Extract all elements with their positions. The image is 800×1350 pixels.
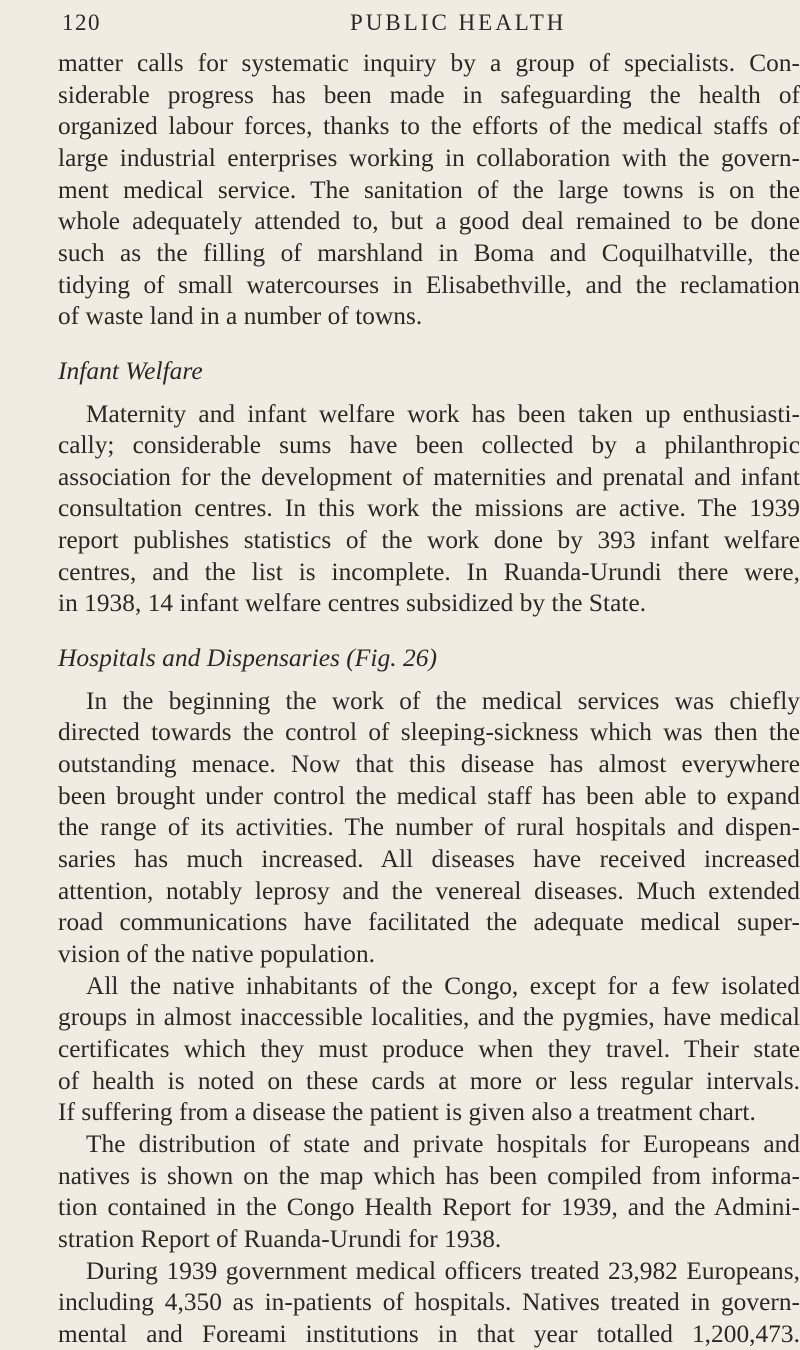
- text-line: tidying of small watercourses in Elisabethville, and the reclamation: [58, 270, 800, 302]
- paragraph-sanitation: [58, 48, 800, 333]
- section-heading-hospitals: Hospitals and Dispensaries (Fig. 26): [58, 642, 800, 674]
- text-line: in 1938, 14 infant welfare centres subsidized by the State.: [58, 588, 800, 620]
- page-content: [58, 48, 800, 1350]
- text-line: outstanding menace. Now that this disease has almost everywhere: [58, 749, 800, 781]
- text-line: centres, and the list is incomplete. In Ruanda-Urundi there were,: [58, 557, 800, 589]
- text-line: The distribution of state and private hospitals for Europeans and: [58, 1129, 800, 1161]
- paragraph-medical-certificates: [58, 971, 800, 1129]
- text-line: whole adequately attended to, but a good deal remained to be done: [58, 206, 800, 238]
- paragraph-treatment-statistics: [58, 1256, 800, 1350]
- text-line: been brought under control the medical staff has been able to expand: [58, 781, 800, 813]
- running-title: PUBLIC HEALTH: [350, 10, 566, 36]
- section-heading-infant-welfare: Infant Welfare: [58, 355, 800, 387]
- paragraph-hospital-distribution: [58, 1129, 800, 1256]
- text-line: stration Report of Ruanda-Urundi for 1938.: [58, 1224, 800, 1256]
- page-number: 120: [62, 10, 101, 36]
- text-line: association for the development of maternities and prenatal and infant: [58, 462, 800, 494]
- text-line: consultation centres. In this work the missions are active. The 1939: [58, 493, 800, 525]
- text-line: tion contained in the Congo Health Report for 1939, and the Admini-: [58, 1192, 800, 1224]
- text-line: Maternity and infant welfare work has been taken up enthusiasti-: [58, 399, 800, 431]
- text-line: directed towards the control of sleeping-sickness which was then the: [58, 717, 800, 749]
- paragraph-infant-welfare: [58, 399, 800, 621]
- text-line: If suffering from a disease the patient is given also a treatment chart.: [58, 1097, 800, 1129]
- text-line: organized labour forces, thanks to the efforts of the medical staffs of: [58, 111, 800, 143]
- text-line: During 1939 government medical officers treated 23,982 Europeans,: [58, 1256, 800, 1288]
- paragraph-medical-services: [58, 686, 800, 971]
- text-line: groups in almost inaccessible localities, and the pygmies, have medical: [58, 1002, 800, 1034]
- text-line: certificates which they must produce when they travel. Their state: [58, 1034, 800, 1066]
- text-line: attention, notably leprosy and the venereal diseases. Much extended: [58, 876, 800, 908]
- text-line: large industrial enterprises working in collaboration with the govern-: [58, 143, 800, 175]
- text-line: of health is noted on these cards at more or less regular intervals.: [58, 1066, 800, 1098]
- text-line: report publishes statistics of the work done by 393 infant welfare: [58, 525, 800, 557]
- text-line: ment medical service. The sanitation of the large towns is on the: [58, 175, 800, 207]
- text-line: matter calls for systematic inquiry by a group of specialists. Con-: [58, 48, 800, 80]
- text-line: mental and Foreami institutions in that year totalled 1,200,473.: [58, 1319, 800, 1350]
- text-line: of waste land in a number of towns.: [58, 301, 800, 333]
- text-line: such as the filling of marshland in Boma and Coquilhatville, the: [58, 238, 800, 270]
- text-line: including 4,350 as in-patients of hospitals. Natives treated in govern-: [58, 1287, 800, 1319]
- running-head: [62, 10, 742, 44]
- text-line: road communications have facilitated the adequate medical super-: [58, 907, 800, 939]
- text-line: cally; considerable sums have been collected by a philanthropic: [58, 430, 800, 462]
- text-line: All the native inhabitants of the Congo, except for a few isolated: [58, 971, 800, 1003]
- text-line: vision of the native population.: [58, 939, 800, 971]
- text-line: siderable progress has been made in safeguarding the health of: [58, 80, 800, 112]
- text-line: saries has much increased. All diseases have received increased: [58, 844, 800, 876]
- text-line: the range of its activities. The number of rural hospitals and dispen-: [58, 812, 800, 844]
- text-line: natives is shown on the map which has been compiled from informa-: [58, 1161, 800, 1193]
- text-line: In the beginning the work of the medical services was chiefly: [58, 686, 800, 718]
